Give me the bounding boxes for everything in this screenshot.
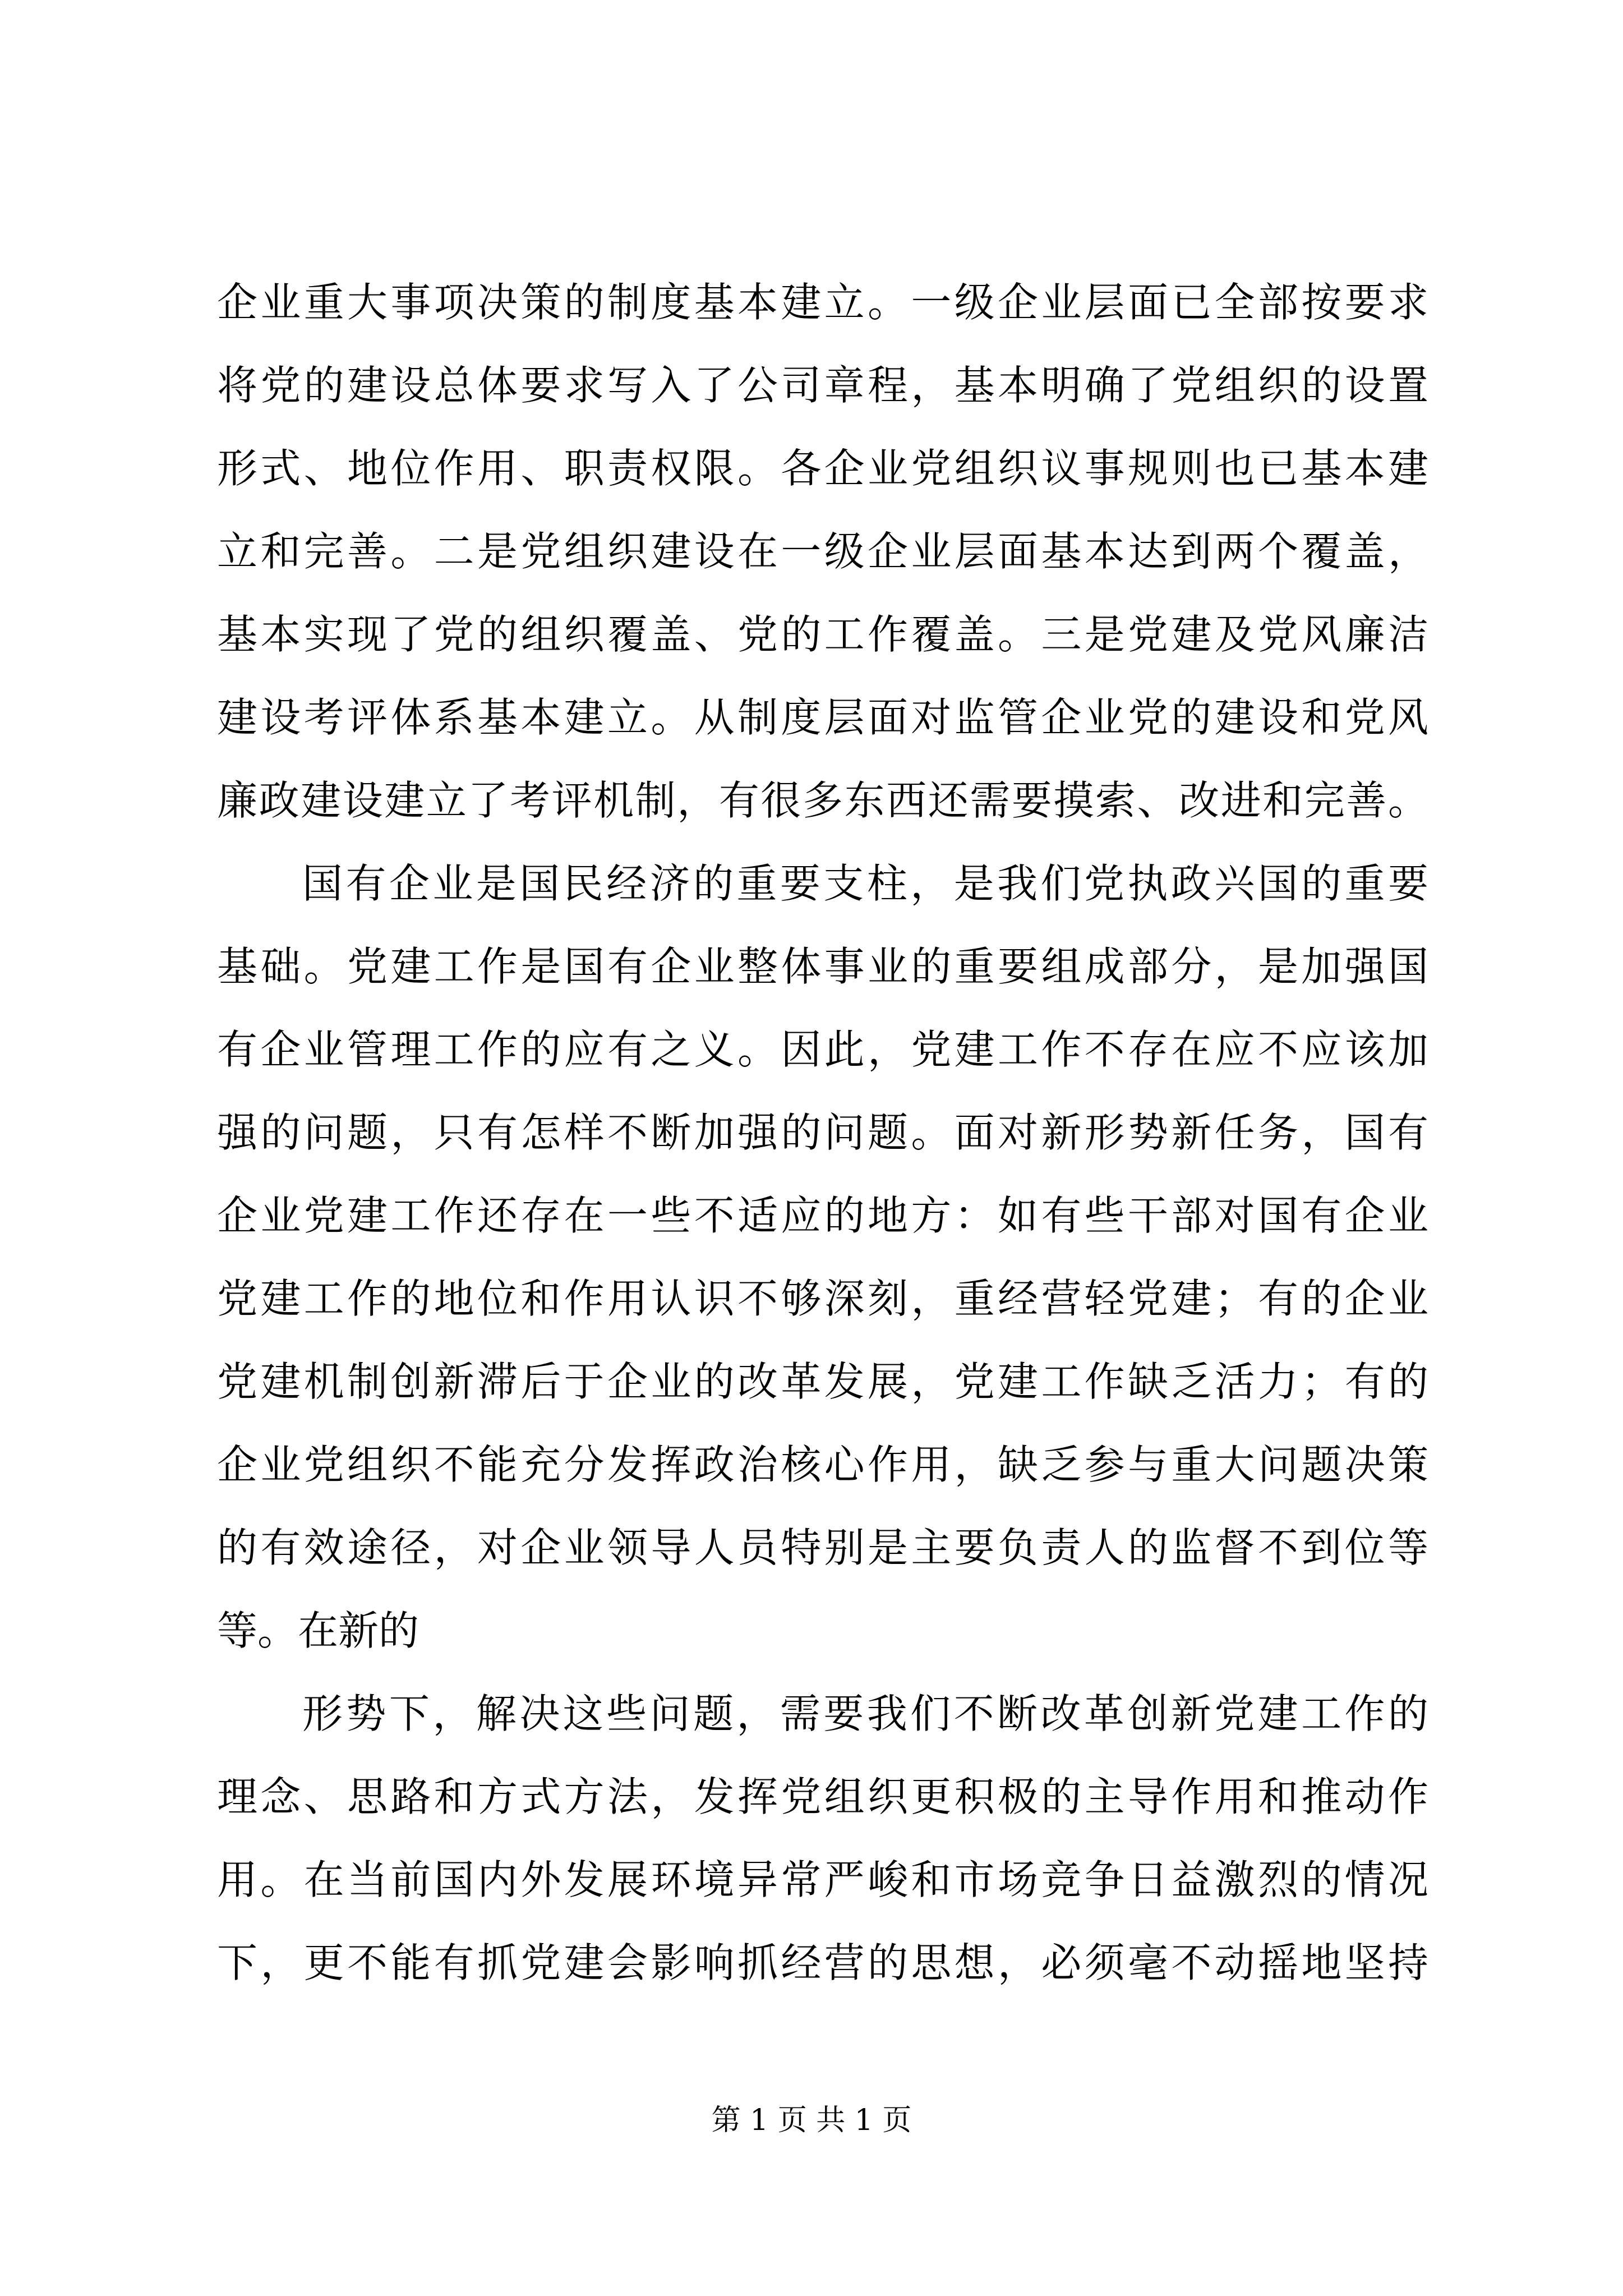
text-line: 党建机制创新滞后于企业的改革发展，党建工作缺乏活力；有的	[217, 1358, 1428, 1405]
text-line: 廉政建设建立了考评机制，有很多东西还需要摸索、改进和完善。	[217, 777, 1428, 824]
document-body	[217, 261, 1428, 2004]
text-line: 的有效途径，对企业领导人员特别是主要负责人的监督不到位等	[217, 1524, 1428, 1571]
text-line: 企业党组织不能充分发挥政治核心作用，缺乏参与重大问题决策	[217, 1441, 1428, 1488]
text-line: 国有企业是国民经济的重要支柱，是我们党执政兴国的重要	[302, 860, 1428, 907]
text-line: 基础。党建工作是国有企业整体事业的重要组成部分，是加强国	[217, 943, 1428, 990]
text-line: 形式、地位作用、职责权限。各企业党组织议事规则也已基本建	[217, 445, 1428, 492]
text-line: 形势下，解决这些问题，需要我们不断改革创新党建工作的	[302, 1690, 1428, 1737]
text-line: 基本实现了党的组织覆盖、党的工作覆盖。三是党建及党风廉洁	[217, 611, 1428, 658]
text-line: 将党的建设总体要求写入了公司章程，基本明确了党组织的设置	[217, 362, 1428, 409]
text-line: 等。在新的	[217, 1607, 419, 1654]
text-line: 党建工作的地位和作用认识不够深刻，重经营轻党建；有的企业	[217, 1275, 1428, 1322]
text-line: 用。在当前国内外发展环境异常严峻和市场竞争日益激烈的情况	[217, 1856, 1428, 1903]
text-line: 理念、思路和方式方法，发挥党组织更积极的主导作用和推动作	[217, 1773, 1428, 1820]
page-number-footer: 第 1 页 共 1 页	[711, 2104, 912, 2137]
text-line: 建设考评体系基本建立。从制度层面对监管企业党的建设和党风	[217, 694, 1428, 741]
text-line: 企业重大事项决策的制度基本建立。一级企业层面已全部按要求	[217, 279, 1428, 326]
text-line: 下，更不能有抓党建会影响抓经营的思想，必须毫不动摇地坚持	[217, 1939, 1428, 1986]
text-line: 企业党建工作还存在一些不适应的地方：如有些干部对国有企业	[217, 1192, 1428, 1239]
text-line: 立和完善。二是党组织建设在一级企业层面基本达到两个覆盖，	[217, 528, 1428, 575]
text-line: 强的问题，只有怎样不断加强的问题。面对新形势新任务，国有	[217, 1109, 1428, 1156]
text-line: 有企业管理工作的应有之义。因此，党建工作不存在应不应该加	[217, 1026, 1428, 1073]
